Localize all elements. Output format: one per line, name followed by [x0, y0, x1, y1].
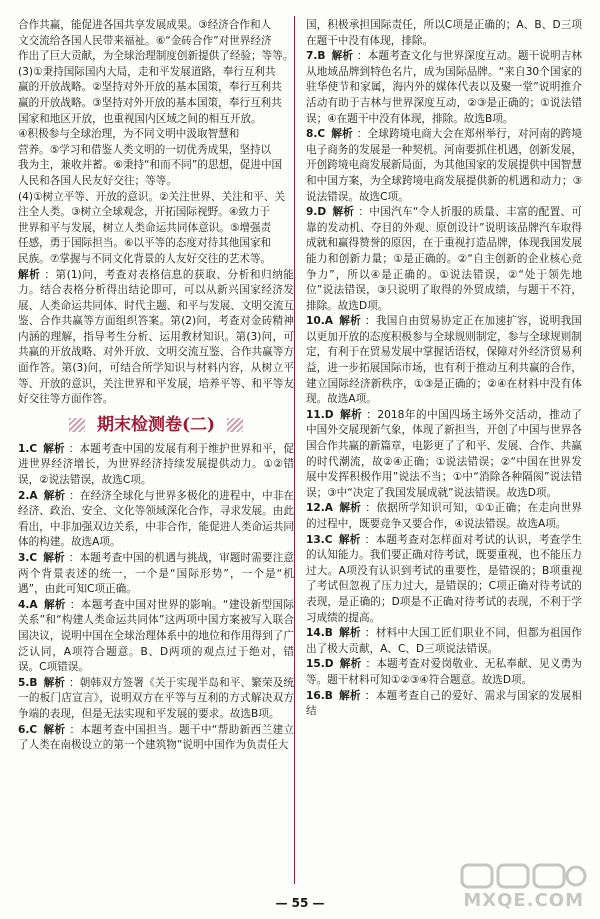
answer-number: 10.A — [306, 315, 333, 328]
column-divider — [294, 16, 295, 884]
analysis-text: 本题考查自己的爱好、需求与国家的发展相结 — [306, 689, 583, 718]
answer-number: 16.B — [306, 689, 333, 702]
answer-line: 文交流给各国人民带来福祉。⑥“金砖合作”对世界经济 — [18, 34, 272, 47]
answer-line: 国家和地区开放，也重视国内区域之间的相互开放。 — [18, 112, 262, 125]
answer-number: 4.A — [18, 598, 38, 611]
answer-line: 我为主，兼收并蓄。⑥秉持“和而不同”的思想，促进中国 — [18, 159, 283, 172]
label-separator: ： — [356, 128, 368, 141]
label-separator: ： — [69, 723, 81, 736]
answer-number: 6.C — [18, 723, 38, 736]
answer-item — [306, 533, 582, 627]
answer-line: (3)①秉持国际国内大局，走和平发展道路，奉行互利共 — [18, 65, 276, 78]
answer-item — [306, 314, 582, 408]
label-separator: ： — [364, 315, 376, 328]
page-number: — 55 — — [275, 896, 325, 910]
label-separator: ： — [365, 658, 377, 671]
answer-line: 赢的开放战略。②坚持对外开放的基本国策，奉行互利共 — [18, 81, 282, 94]
right-answer-list — [306, 49, 582, 720]
answer-number: 2.A — [18, 489, 38, 502]
answer-number: 9.D — [306, 206, 327, 219]
analysis-text: 本题考查中国担当。题干中“帮助新西兰建立了人类在南极设立的第一个建筑物”说明中国作为负责任大 — [18, 723, 294, 752]
section-title-text: 期末检测卷(二) — [96, 414, 216, 435]
analysis-label: 解析 — [331, 128, 353, 141]
right-column — [306, 18, 582, 720]
analysis-label: 解析 — [338, 689, 361, 702]
analysis-paragraph — [18, 268, 294, 408]
answer-line: 作出了巨大贡献，为全球治理制度创新提供了经验；等等。 — [18, 50, 294, 63]
answer-item — [306, 657, 582, 688]
answer-item — [18, 598, 294, 676]
answer-item — [306, 626, 582, 657]
label-separator: ： — [69, 489, 80, 502]
label-separator: ： — [365, 502, 377, 515]
answer-item — [18, 442, 294, 489]
answer-line: 任感，勇于国际担当。⑥以平等的态度对待其他国家和 — [18, 237, 272, 250]
analysis-label: 解析 — [43, 676, 66, 689]
label-separator: ： — [69, 598, 81, 611]
analysis-text: 2018年的中国四场主场外交活动，推动了中国外交展现新气象，体现了新担当，开创了中国与世界各国合作共赢的新篇章，电影更了了和平、发展、合作、共赢的时代潮流，故②④正确；①说法错误；②“中国在世界发展中发挥积极作用”说法不当；①中“消除各种隔阂”说法错误；③中“决定了我国发展成就”说法错误。故选D项。 — [306, 408, 582, 499]
analysis-text: 中国汽车“令人折服的质量、丰富的配置、可靠的发动机、夺目的外观、原创设计”说明该品牌汽车取得成就和赢得赞誉的原因，在于重视打造品牌，体现我国发展能力和创新力量；①是正确的。②“自主创新的企业核心竞争力”，所以④是正确的。①说法错误，②“处于领先地位”说法错误，③只说明了取得的外贸成绩，与题干不符，排除。故选D项。 — [306, 206, 583, 312]
analysis-label: 解析 — [338, 627, 361, 640]
analysis-label: 解析 — [43, 552, 65, 564]
analysis-text: 材料中大国工匠们职业不同，但都为祖国作出了极大贡献，A、C、D三项说法错误。 — [306, 627, 583, 655]
label-separator: ： — [68, 552, 80, 564]
analysis-text: 本题考查对爱岗敬业、无私奉献、见义勇为等。题干材料可知①②③④符合题意。故选D项。 — [306, 658, 583, 686]
answer-number: 8.C — [306, 128, 326, 141]
answer-line: 世界和平与发展，树立人类命运共同体意识。⑤增强责 — [18, 221, 272, 234]
answer-number: 7.B — [306, 50, 326, 63]
answer-line: 民族。⑦掌握与不同文化背景的人友好交往的艺术等。 — [18, 252, 272, 265]
answer-line: 营养。⑤学习和借鉴人类文明的一切优秀成果，坚持以 — [18, 143, 272, 156]
left-column — [18, 18, 294, 754]
analysis-text: 朝韩双方签署《关于实现半岛和平、繁荣及统一的板门店宣言》，说明双方在平等与互利的方式解决双方争端的表现，但是无法实现和平发展的要求。故选B项。 — [18, 676, 295, 720]
label-separator: ： — [366, 408, 378, 421]
analysis-label: 解析 — [43, 723, 66, 736]
watermark-text: MXQE.COM — [463, 890, 584, 912]
answer-item — [306, 49, 582, 127]
analysis-label: 解析 — [18, 268, 41, 281]
answer-number: 11.D — [306, 408, 334, 421]
answer-number: 14.B — [306, 627, 333, 640]
answer-item — [306, 501, 582, 532]
label-separator: ： — [364, 533, 376, 546]
answer-item — [18, 676, 294, 723]
answer-number: 12.A — [306, 502, 333, 515]
label-separator: ： — [69, 676, 80, 689]
analysis-label: 解析 — [43, 598, 66, 611]
analysis-text: 本题考查中国对世界的影响。“建设新型国际关系”和“构建人类命运共同体”这两项中国方案被写入联合国决议，说明中国在全球治理体系中的地位和作用得到了广泛认同，A项符合题意。B、D两项的观点过于绝对，错误。C项错误。 — [18, 598, 295, 674]
analysis-text: 本题考查中国的机遇与挑战，审题时需要注意两个背景表述的统一，一个是“国际形势”，一个是“机遇”，由此可知C项正确。 — [18, 552, 295, 596]
answer-item — [18, 551, 294, 598]
answer-line: 赢的开放战略。③坚持对外开放的基本国策，奉行互利共 — [18, 96, 282, 109]
answer-number: 15.D — [306, 658, 334, 671]
label-separator: ： — [68, 442, 80, 455]
analysis-label: 解析 — [339, 658, 362, 671]
answer-number: 5.B — [18, 676, 38, 689]
analysis-label: 解析 — [331, 50, 354, 63]
analysis-label: 解析 — [338, 533, 361, 546]
answer-item — [306, 205, 582, 314]
watermark-logo — [458, 863, 588, 912]
answer-number: 3.C — [18, 552, 38, 564]
answer-item — [306, 408, 582, 502]
answer-number: 1.C — [18, 442, 38, 455]
answer-item — [306, 689, 582, 720]
analysis-text: 我国自由贸易协定正在加速扩容，说明我国以更加开放的态度积极参与全球规则制定，参与全球规则制定，有利于在贸易发展中掌握话语权，保障对外经济贸易利益，进一步拓展国际市场，也有利于推动互利共赢的合作，建立国际经济新秩序，①③是正确的；②④在材料中没有体现。故选A项。 — [306, 315, 583, 406]
analysis-text: ：第(1)问，考查对表格信息的获取、分析和归纳能力。结合表格分析得出结论即可，可以从新兴国家经济发展、人类命运共同体、时代主题、和平与发展、文明交流互鉴、合作共赢等方面组织答案。第(2)问，考查对金砖精神内涵的理解，指导考生分析、运用教材知识。第(3)问，可共赢的开放战略、对外开放、文明交流互鉴、合作共赢等方面作答。第(3)问，可结合所学知识与材料内容，从树立平等、开放的意识，关注世界和平发展，培养平等、和平等友好交往等方面作答。 — [18, 268, 295, 406]
answer-line: 注全人类。③树立全球观念，开拓国际视野。④致力于 — [18, 206, 271, 219]
answer-line: 合作共赢，能促进各国共享发展成果。③经济合作和人 — [18, 19, 272, 31]
analysis-text: 本题考查文化与世界深度互动。题干说明吉林从地域品牌到特色名片，成为国际品牌。“来自30个国家的驻华使节和家属，海内外的媒体代表以及聚一堂”说明推介活动有助于吉林与世界深度互动，②③是正确的；①说法错误；④在题干中没有体现，排除。故选B项。 — [306, 50, 583, 125]
analysis-text: 依据所学知识可知，①①正确；在走向世界的过程中，既要竞争又要合作，④说法错误。故选A项。 — [306, 502, 583, 530]
analysis-label: 解析 — [43, 489, 66, 502]
analysis-text: 本题考查中国的发展有利于维护世界和平，促进世界经济增长，为世界经济持续发展提供动力。①②错误，②说法错误，故选C项。 — [18, 442, 295, 487]
analysis-label: 解析 — [339, 408, 363, 421]
label-separator: ： — [364, 627, 376, 640]
answer-item — [18, 723, 294, 754]
label-separator: ： — [357, 50, 368, 63]
analysis-text: 本题考查对怎样面对考试的认识，考查学生的认知能力。我们要正确对待考试，既要重视，也不能压力过大。A项没有认识到考试的重要性，是错误的；B项重视了考试但忽视了压力过大，是错误的；C项正确对待考试的表现，是正确的；D项是不正确对待考试的表现，不利于学习成绩的提高。 — [306, 533, 583, 624]
analysis-text: 全球跨境电商大会在郑州举行，对河南的跨境电子商务的发展是一种契机。河南要抓住机遇，创新发展，开创跨境电商发展新局面，为其他国家的发展提供中国智慧和中国方案，为全球跨境电商发展提供新的机遇和动力；③说法错误。故选C项。 — [306, 128, 583, 203]
answer-line: (4)①树立平等、开放的意识。②关注世界、关注和平、关 — [18, 190, 286, 203]
answer-number: 13.C — [306, 533, 333, 546]
answer-line: ④积极参与全球治理，为不同文明中汲取智慧和 — [18, 128, 240, 141]
analysis-label: 解析 — [338, 502, 362, 515]
left-answer-list — [18, 442, 294, 754]
answer-item — [18, 489, 294, 551]
label-separator: ： — [358, 206, 370, 219]
answer-item — [306, 127, 582, 205]
analysis-label: 解析 — [43, 442, 65, 455]
intro-answer-block — [18, 18, 294, 268]
answer-line: 人民和各国人民友好交往；等等。 — [18, 174, 177, 187]
section-title — [18, 414, 294, 436]
analysis-label: 解析 — [338, 315, 361, 328]
analysis-label: 解析 — [332, 206, 355, 219]
analysis-text: 在经济全球化与世界多极化的进程中，中非在经济、政治、安全、文化等领域深化合作，寻求发展。由此看出，中非加强双边关系，中非合作，能促进人类命运共同体的构建。故选A项。 — [18, 489, 295, 549]
continuation-text: 国，积极承担国际责任，所以C项是正确的；A、B、D三项在题干中没有体现，排除。 — [306, 19, 582, 47]
label-separator: ： — [364, 689, 376, 702]
